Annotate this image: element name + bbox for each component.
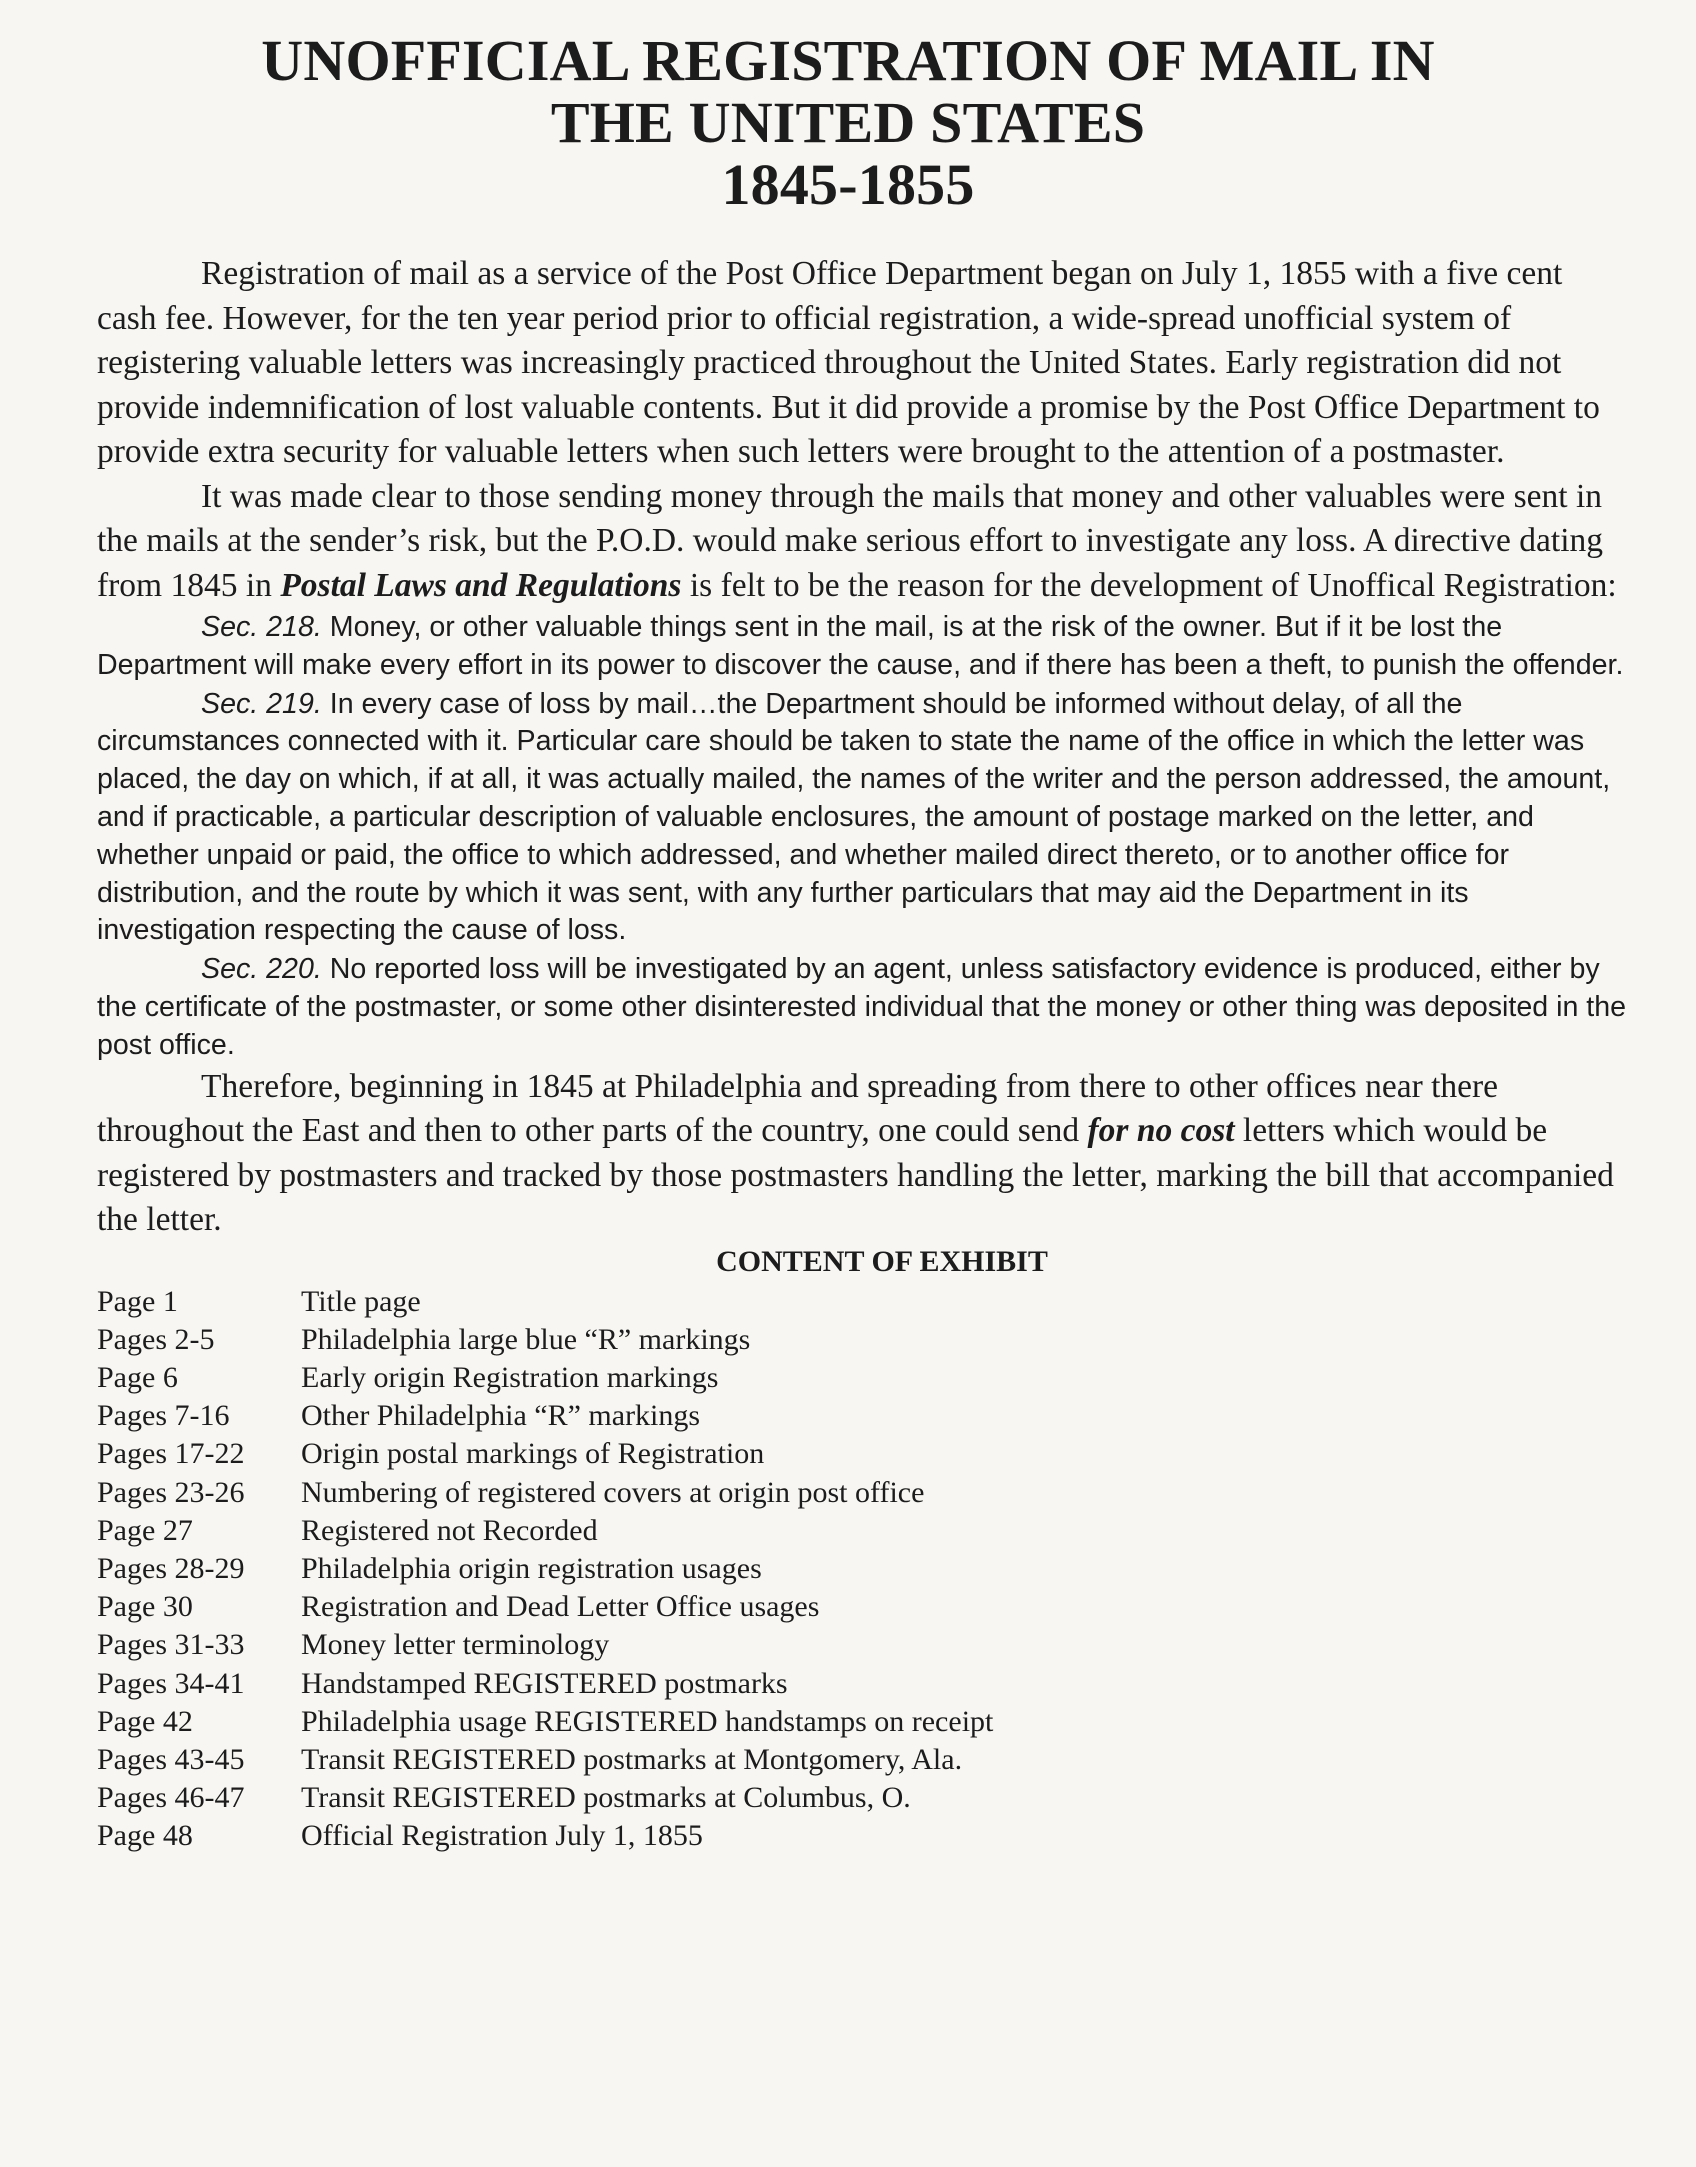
- contents-page-ref: Page 42: [97, 1704, 193, 1738]
- list-item: [97, 1550, 1627, 1588]
- contents-list: [97, 1283, 1627, 1856]
- contents-page-ref: Pages 43-45: [97, 1743, 245, 1776]
- postal-laws-title: Postal Laws and Regulations: [280, 566, 682, 604]
- contents-page-ref: Page 6: [97, 1360, 178, 1394]
- intro-paragraph: Registration of mail as a service of the Post Office Department began on July 1, 1855 with a five cent cash fee. However, for the ten year period prior to official registration, a wide-spread unofficial system of registering valuable letters was increasingly practiced throughout the United States. Early registration did not provide indemnification of lost valuable contents. But it did provide a promise by the Post Office Department to provide extra security for valuable letters when such letters were brought to the attention of a postmaster.: [97, 255, 1600, 470]
- contents-page-ref: Page 48: [97, 1819, 193, 1853]
- contents-description: Registration and Dead Letter Office usages: [301, 1590, 820, 1624]
- contents-heading: CONTENT OF EXHIBIT: [716, 1244, 1048, 1278]
- contents-page-ref: Pages 28-29: [97, 1551, 245, 1585]
- directive-text-start: It was made clear to those sending money through the mails that money and other valuables were sent in the mails at the sender’s risk, but the P.O.D. would make serious effort to investigate any loss. A directive dating from 1845 in: [97, 477, 1603, 604]
- section-label: Sec. 219.: [201, 687, 322, 720]
- contents-description: Philadelphia large blue “R” markings: [301, 1322, 751, 1356]
- contents-page-ref: Pages 7-16: [97, 1399, 230, 1433]
- list-item: [97, 1359, 1627, 1397]
- section-218: [97, 609, 1627, 685]
- directive-paragraph: [97, 475, 1627, 609]
- document-title: [0, 30, 1696, 216]
- section-text: No reported loss will be investigated by an agent, unless satisfactory evidence is produced, either by the certificate of the postmaster, or some other disinterested individual that the money or other thing was deposited in the post office.: [97, 953, 1627, 1061]
- list-item: [97, 1703, 1627, 1741]
- directive-text-end: is felt to be the reason for the development of Unoffical Registration:: [681, 566, 1617, 604]
- contents-description: Numbering of registered covers at origin post office: [301, 1475, 925, 1509]
- list-item: [97, 1397, 1627, 1435]
- title-line-1: UNOFFICIAL REGISTRATION OF MAIL IN: [261, 28, 1435, 93]
- title-line-2: THE UNITED STATES: [550, 90, 1146, 155]
- contents-page-ref: Pages 34-41: [97, 1666, 245, 1700]
- contents-description: Philadelphia origin registration usages: [301, 1551, 762, 1585]
- conclusion-paragraph: [97, 1065, 1627, 1243]
- list-item: [97, 1474, 1627, 1512]
- contents-page-ref: Page 27: [97, 1513, 193, 1547]
- list-item: [97, 1283, 1627, 1321]
- contents-description: Money letter terminology: [301, 1628, 610, 1662]
- contents-page-ref: Pages 23-26: [97, 1475, 245, 1509]
- section-text: In every case of loss by mail…the Department should be informed without delay, of all the circumstances connected with it. Particular care should be taken to state the name of the office in which the letter was placed, the day on which, if at all, it was actually mailed, the names of the writer and the person addressed, the amount, and if practicable, a particular description of valuable enclosures, the amount of postage marked on the letter, and whether unpaid or paid, the office to which addressed, and whether mailed direct thereto, or to another office for distribution, and the route by which it was sent, with any further particulars that may aid the Department in its investigation respecting the cause of loss.: [97, 687, 1611, 947]
- contents-page-ref: Pages 17-22: [97, 1437, 245, 1471]
- contents-description: Transit REGISTERED postmarks at Columbus, O.: [301, 1781, 911, 1815]
- contents-page-ref: Page 1: [97, 1284, 178, 1318]
- section-label: Sec. 220.: [201, 953, 322, 986]
- contents-description: Handstamped REGISTERED postmarks: [301, 1666, 788, 1700]
- contents-page-ref: Page 30: [97, 1590, 193, 1624]
- contents-page-ref: Pages 2-5: [97, 1322, 215, 1356]
- list-item: [97, 1665, 1627, 1703]
- contents-description: Philadelphia usage REGISTERED handstamps on receipt: [301, 1704, 994, 1738]
- list-item: [97, 1512, 1627, 1550]
- list-item: [97, 1817, 1627, 1855]
- section-219: [97, 686, 1627, 951]
- conclusion-text-end: letters which would be registered by postmasters and tracked by those postmasters handling the letter, marking the bill that accompanied the letter.: [97, 1112, 1614, 1239]
- contents-description: Transit REGISTERED postmarks at Montgomery, Ala.: [301, 1743, 963, 1776]
- list-item: [97, 1741, 1627, 1779]
- list-item: [97, 1588, 1627, 1626]
- section-text: Money, or other valuable things sent in the mail, is at the risk of the owner. But if it be lost the Department will make every effort in its power to discover the cause, and if there has been a theft, to punish the offender.: [97, 611, 1624, 681]
- list-item: [97, 1435, 1627, 1473]
- contents-description: Other Philadelphia “R” markings: [301, 1399, 701, 1433]
- conclusion-text-start: Therefore, beginning in 1845 at Philadelphia and spreading from there to other offices near there throughout the East and then to other parts of the country, one could send: [97, 1067, 1499, 1150]
- contents-description: Registered not Recorded: [301, 1513, 598, 1547]
- contents-description: Origin postal markings of Registration: [301, 1437, 765, 1471]
- section-label: Sec. 218.: [201, 611, 322, 643]
- no-cost-emphasis: for no cost: [1087, 1112, 1235, 1150]
- contents-page-ref: Pages 46-47: [97, 1781, 245, 1815]
- list-item: [97, 1626, 1627, 1664]
- list-item: [97, 1779, 1627, 1817]
- section-220: [97, 951, 1627, 1064]
- contents-page-ref: Pages 31-33: [97, 1628, 245, 1662]
- contents-description: Title page: [301, 1284, 421, 1318]
- document-body: [97, 252, 1627, 1856]
- contents-description: Early origin Registration markings: [301, 1360, 719, 1394]
- contents-description: Official Registration July 1, 1855: [301, 1819, 703, 1853]
- list-item: [97, 1321, 1627, 1359]
- title-line-3: 1845-1855: [721, 152, 975, 217]
